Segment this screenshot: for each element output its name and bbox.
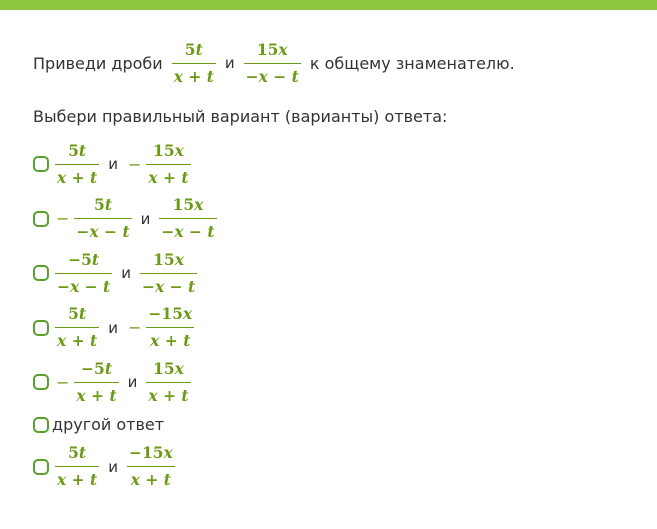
answer-checkbox[interactable] bbox=[33, 417, 49, 433]
right-sign: − bbox=[127, 318, 142, 338]
answer-option-text: другой ответ bbox=[52, 415, 165, 434]
fraction-denominator: −x − t bbox=[245, 66, 299, 86]
fraction-bar bbox=[140, 273, 197, 274]
answer-option-5[interactable] bbox=[33, 355, 633, 410]
fraction-numerator: 15x bbox=[172, 195, 204, 215]
question-prompt bbox=[33, 38, 633, 88]
fraction-numerator: 5t bbox=[184, 39, 203, 59]
fraction-numerator: 15x bbox=[153, 249, 184, 269]
fraction-bar bbox=[159, 218, 216, 219]
prompt-fraction-1 bbox=[172, 39, 216, 88]
answer-instruction: Выбери правильный вариант (варианты) ответа: bbox=[33, 106, 448, 126]
fraction-numerator: 15x bbox=[153, 140, 184, 160]
fraction-numerator: 5t bbox=[94, 195, 112, 215]
fraction-denominator: −x − t bbox=[161, 222, 215, 242]
right-fraction bbox=[127, 442, 175, 491]
answer-option-6[interactable] bbox=[33, 410, 633, 440]
fraction-numerator: 5t bbox=[68, 304, 87, 324]
fraction-numerator: −5t bbox=[68, 249, 100, 269]
fraction-denominator: x + t bbox=[148, 167, 189, 187]
prompt-text-before: Приведи дроби bbox=[33, 53, 163, 73]
fraction-bar bbox=[55, 164, 99, 165]
fraction-numerator: −15x bbox=[128, 443, 173, 463]
answer-options bbox=[33, 137, 633, 494]
right-sign: − bbox=[127, 154, 142, 174]
fraction-numerator: 15x bbox=[256, 39, 288, 59]
fraction-bar bbox=[146, 164, 190, 165]
option-conjunction: и bbox=[127, 373, 138, 392]
right-fraction bbox=[159, 194, 216, 243]
option-conjunction: и bbox=[121, 264, 131, 283]
answer-checkbox[interactable] bbox=[33, 156, 49, 172]
fraction-numerator: −15x bbox=[148, 304, 193, 324]
left-sign: − bbox=[56, 372, 70, 392]
fraction-denominator: x + t bbox=[57, 470, 98, 490]
fraction-denominator: x + t bbox=[57, 167, 98, 187]
fraction-numerator: −5t bbox=[81, 358, 112, 378]
answer-checkbox[interactable] bbox=[33, 374, 49, 390]
answer-option-3[interactable] bbox=[33, 246, 633, 301]
option-conjunction: и bbox=[140, 209, 151, 228]
right-fraction bbox=[146, 303, 194, 352]
left-fraction bbox=[55, 249, 112, 298]
fraction-denominator: −x − t bbox=[57, 276, 111, 296]
fraction-denominator: −x − t bbox=[76, 222, 130, 242]
answer-option-4[interactable] bbox=[33, 301, 633, 356]
fraction-denominator: x + t bbox=[76, 385, 117, 405]
prompt-text-after: к общему знаменателю. bbox=[309, 53, 515, 73]
left-fraction bbox=[55, 140, 99, 189]
fraction-bar bbox=[146, 327, 194, 328]
fraction-bar bbox=[55, 327, 99, 328]
fraction-denominator: −x − t bbox=[141, 276, 196, 296]
answer-option-2[interactable] bbox=[33, 192, 633, 247]
answer-option-7[interactable] bbox=[33, 440, 633, 495]
prompt-fraction-2 bbox=[244, 39, 301, 88]
fraction-numerator: 15x bbox=[153, 358, 184, 378]
option-conjunction: и bbox=[108, 318, 118, 337]
prompt-conjunction: и bbox=[224, 54, 235, 72]
left-fraction bbox=[55, 303, 99, 352]
fraction-bar bbox=[127, 466, 175, 467]
fraction-bar bbox=[74, 218, 131, 219]
fraction-denominator: x + t bbox=[150, 331, 191, 351]
fraction-denominator: x + t bbox=[57, 331, 98, 351]
answer-checkbox[interactable] bbox=[33, 320, 49, 336]
fraction-numerator: 5t bbox=[68, 443, 87, 463]
fraction-bar bbox=[244, 63, 301, 64]
question-content bbox=[33, 38, 633, 494]
answer-checkbox[interactable] bbox=[33, 459, 49, 475]
fraction-bar bbox=[55, 273, 112, 274]
fraction-bar bbox=[74, 382, 118, 383]
fraction-numerator: 5t bbox=[68, 140, 87, 160]
left-fraction bbox=[74, 358, 118, 407]
fraction-denominator: x + t bbox=[148, 385, 189, 405]
fraction-bar bbox=[172, 63, 216, 64]
fraction-denominator: x + t bbox=[173, 66, 214, 86]
answer-option-1[interactable] bbox=[33, 137, 633, 192]
right-fraction bbox=[140, 249, 197, 298]
answer-checkbox[interactable] bbox=[33, 265, 49, 281]
fraction-bar bbox=[146, 382, 190, 383]
left-fraction bbox=[74, 194, 131, 243]
answer-checkbox[interactable] bbox=[33, 211, 49, 227]
fraction-denominator: x + t bbox=[130, 470, 171, 490]
fraction-bar bbox=[55, 466, 99, 467]
top-accent-bar bbox=[0, 0, 657, 10]
left-sign: − bbox=[56, 209, 70, 229]
option-conjunction: и bbox=[108, 457, 118, 476]
option-conjunction: и bbox=[108, 155, 118, 174]
right-fraction bbox=[146, 140, 190, 189]
right-fraction bbox=[146, 358, 190, 407]
left-fraction bbox=[55, 442, 99, 491]
